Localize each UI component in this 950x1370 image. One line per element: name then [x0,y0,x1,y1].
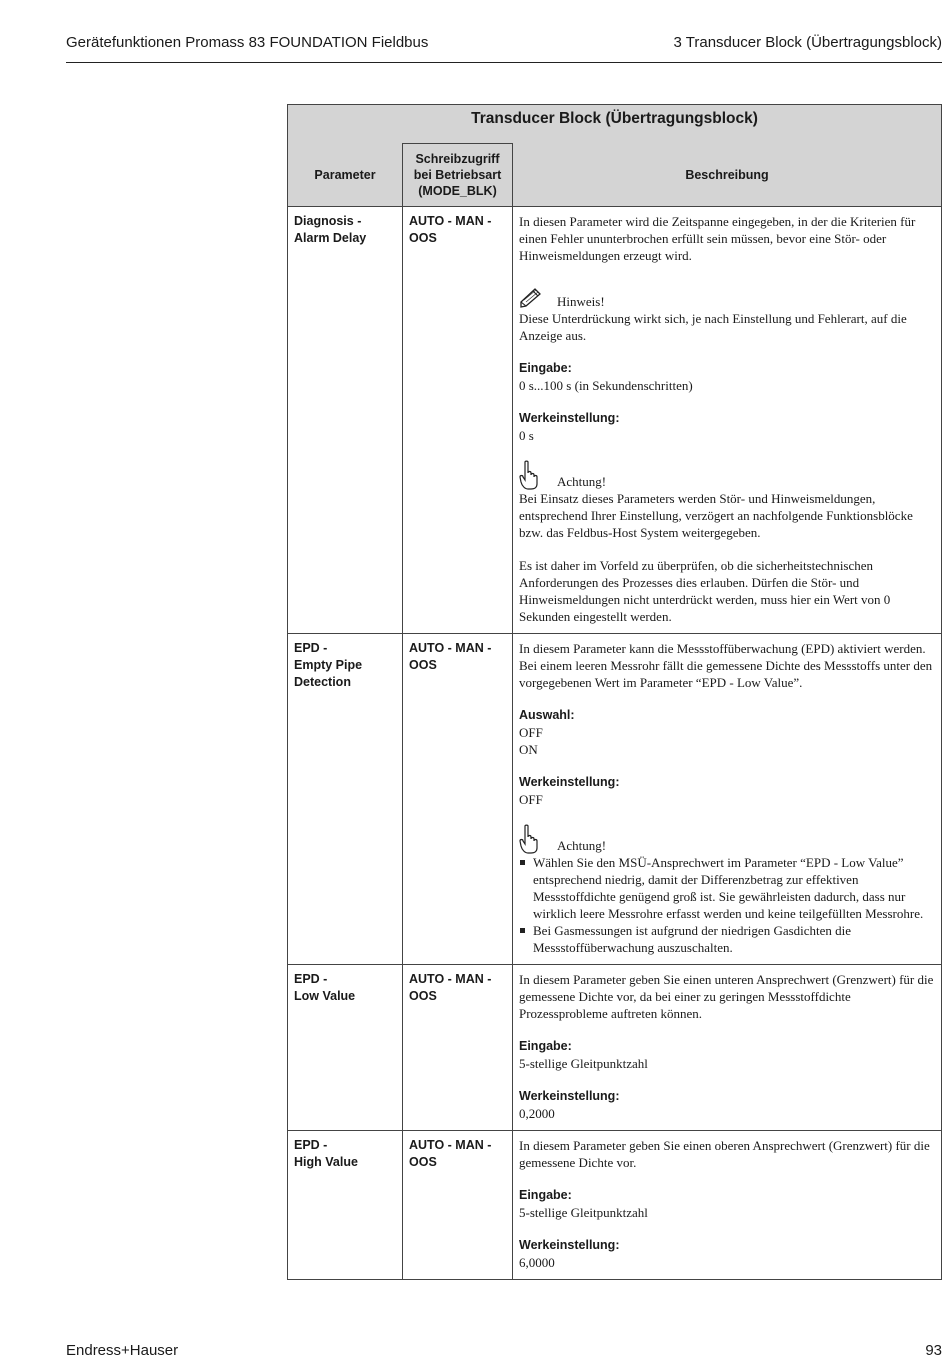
table-title: Transducer Block (Übertragungsblock) [288,105,942,144]
pointing-hand-icon [519,460,543,490]
note-block [519,280,935,344]
table-row [288,207,942,634]
caution-block [519,460,935,541]
default-value: 6,0000 [519,1255,555,1270]
footer-brand: Endress+Hauser [66,1342,179,1359]
description-text: In diesem Parameter kann die Messstoffüberwachung (EPD) aktiviert werden. Bei einem leeren Messrohr fällt die gemessene Dichte des Messstoffs unter den vorgegebenen Wert im Parameter “EPD - Low Value”. [519,641,933,690]
input-label: Eingabe: [519,1039,572,1053]
description-cell [513,207,942,634]
param-cell [288,207,403,634]
param-name-line: Detection [294,675,351,689]
note-text: Diese Unterdrückung wirkt sich, je nach Einstellung und Fehlerart, auf die Anzeige aus. [519,311,907,343]
page-number: 93 [925,1342,942,1359]
write-access-cell [403,207,513,634]
write-access-line: OOS [409,658,437,672]
select-option: ON [519,742,538,757]
description-text: In diesem Parameter geben Sie einen unteren Ansprechwert (Grenzwert) für die gemessene Dichte vor, da bei einer zu geringen Messstoffdichte Prozessprobleme auftreten können. [519,972,934,1021]
input-block [519,360,935,394]
input-value: 5-stellige Gleitpunktzahl [519,1056,648,1071]
caution-label: Achtung! [557,474,607,489]
param-name-line: Diagnosis - [294,214,362,228]
col-header-write-line-3: (MODE_BLK) [418,184,497,198]
default-label: Werkeinstellung: [519,1238,620,1252]
write-access-line: OOS [409,1155,437,1169]
default-label: Werkeinstellung: [519,775,620,789]
transducer-block-table [287,104,942,1280]
default-label: Werkeinstellung: [519,1089,620,1103]
table-row [288,634,942,965]
header-title: Gerätefunktionen Promass 83 FOUNDATION Fieldbus [66,34,429,51]
col-header-write-line-2: bei Betriebsart [413,168,502,182]
page-header [66,32,942,63]
param-cell [288,965,403,1131]
default-block [519,1088,935,1122]
param-name-line: Low Value [294,989,356,1003]
caution-text-2: Es ist daher im Vorfeld zu überprüfen, ob die sicherheitstechnischen Anforderungen des Prozesses dies erlauben. Dürfen die Stör- und Hinweismeldungen nicht unterdrückt werden, muss hier ein Wert von 0 Sekunden eingestellt werden. [519,558,891,624]
default-block [519,774,935,808]
default-value: 0 s [519,428,534,443]
description-text: In diesen Parameter wird die Zeitspanne eingegeben, in der die Kriterien für einen Fehler ununterbrochen erfüllt sein müssen, bevor eine Stör- oder Hinweismeldungen erzeugt wird. [519,214,916,263]
select-label: Auswahl: [519,708,575,722]
select-block [519,707,935,758]
write-access-line: AUTO - MAN - [409,1138,492,1152]
param-name-line: Empty Pipe [294,658,363,672]
input-label: Eingabe: [519,361,572,375]
param-name-line: EPD - [294,641,328,655]
description-cell [513,1131,942,1280]
pointing-hand-icon [519,824,543,854]
note-label: Hinweis! [557,294,605,309]
input-value: 0 s...100 s (in Sekundenschritten) [519,378,693,393]
input-label: Eingabe: [519,1188,572,1202]
input-block [519,1038,935,1072]
default-block [519,410,935,444]
param-cell [288,1131,403,1280]
param-name-line: Alarm Delay [294,231,367,245]
col-header-write-access [403,144,513,207]
param-name-line: EPD - [294,972,328,986]
default-value: OFF [519,792,543,807]
caution-bullet-list [519,854,935,956]
table-row [288,965,942,1131]
write-access-line: AUTO - MAN - [409,214,492,228]
param-name-line: EPD - [294,1138,328,1152]
list-item: Bei Gasmessungen ist aufgrund der niedrigen Gasdichten die Messstoffüberwachung auszuschalten. [519,922,935,956]
caution-label: Achtung! [557,838,607,853]
select-option: OFF [519,725,543,740]
col-header-write-line-1: Schreibzugriff [415,152,500,166]
col-header-description: Beschreibung [513,144,942,207]
list-item: Wählen Sie den MSÜ-Ansprechwert im Parameter “EPD - Low Value” entsprechend niedrig, damit der Differenzbetrag zur effektiven Messstoffdichte genügend groß ist. Sie gewährleisten dadurch, dass nur wirklich leere Messrohre erfasst werden und keine teilgefüllten Messrohre. [519,854,935,922]
table-row [288,1131,942,1280]
default-label: Werkeinstellung: [519,411,620,425]
write-access-line: AUTO - MAN - [409,641,492,655]
description-text: In diesem Parameter geben Sie einen oberen Ansprechwert (Grenzwert) für die gemessene Dichte vor. [519,1138,930,1170]
caution-text: Bei Einsatz dieses Parameters werden Stör- und Hinweismeldungen, entsprechend Ihrer Einstellung, verzögert an nachfolgende Funktionsblöcke bzw. das Feldbus-Host System weitergegeben. [519,491,913,540]
write-access-cell [403,1131,513,1280]
input-block [519,1187,935,1221]
default-value: 0,2000 [519,1106,555,1121]
description-cell [513,634,942,965]
col-header-parameter: Parameter [288,144,403,207]
write-access-line: OOS [409,989,437,1003]
input-value: 5-stellige Gleitpunktzahl [519,1205,648,1220]
write-access-cell [403,634,513,965]
write-access-cell [403,965,513,1131]
default-block [519,1237,935,1271]
header-section: 3 Transducer Block (Übertragungsblock) [673,34,942,51]
caution-block [519,824,935,956]
description-cell [513,965,942,1131]
param-cell [288,634,403,965]
pencil-note-icon [519,280,543,310]
param-name-line: High Value [294,1155,358,1169]
write-access-line: OOS [409,231,437,245]
write-access-line: AUTO - MAN - [409,972,492,986]
